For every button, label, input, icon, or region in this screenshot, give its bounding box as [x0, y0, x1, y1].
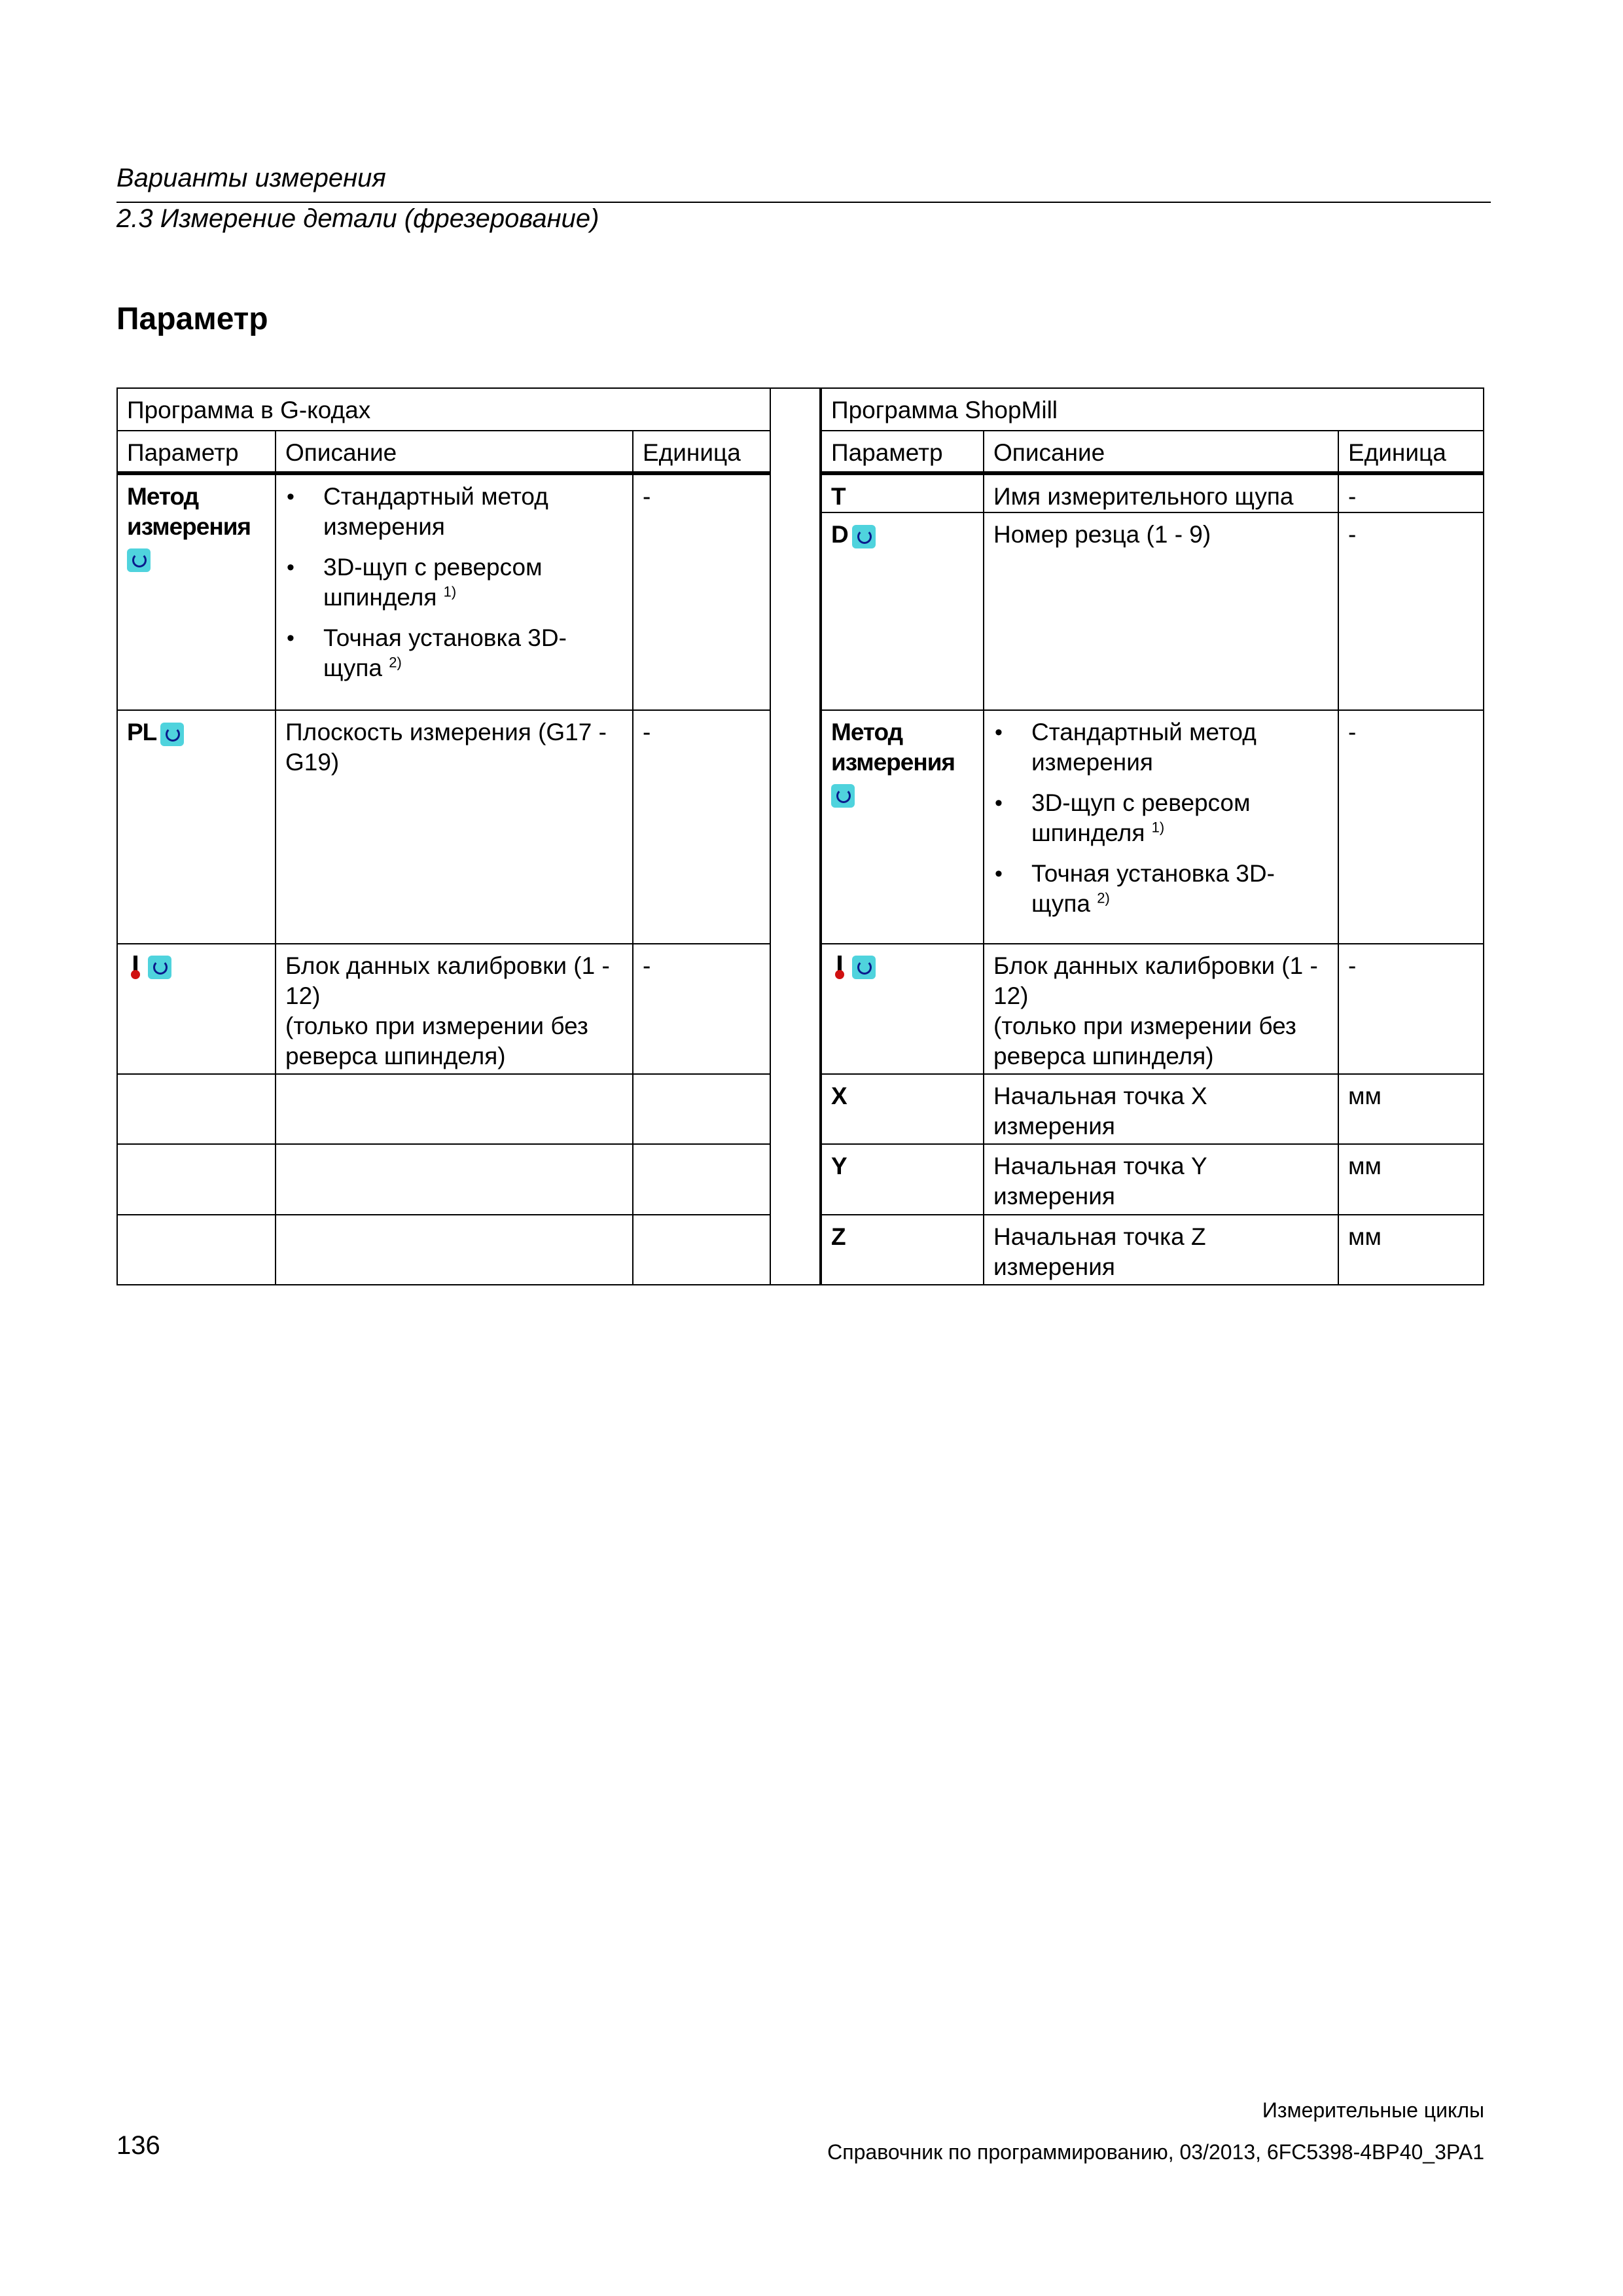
unit-cell: - — [1338, 944, 1484, 1074]
param-cell — [821, 710, 984, 944]
list-item: • Стандартный метод измерения — [1031, 717, 1329, 778]
param-name: Метод измерения — [831, 719, 955, 776]
param-cell: Z — [821, 1215, 984, 1285]
desc-text: Блок данных калибровки (1 - 12) — [993, 952, 1318, 1010]
running-header-section: 2.3 Измерение детали (фрезерование) — [116, 204, 599, 233]
unit-cell: - — [633, 944, 770, 1074]
toggle-icon — [831, 784, 855, 808]
footnote-ref: 1) — [1151, 819, 1165, 836]
toggle-icon — [160, 723, 184, 746]
unit-cell: мм — [1338, 1074, 1484, 1144]
param-cell: Y — [821, 1144, 984, 1214]
desc-cell: Имя измерительного щупа — [984, 473, 1338, 513]
param-cell — [117, 710, 276, 944]
empty-row — [117, 1215, 770, 1285]
empty-row — [117, 1074, 770, 1144]
toggle-icon — [127, 548, 151, 572]
desc-cell: Начальная точка Y измерения — [984, 1144, 1338, 1214]
list-item: • 3D-щуп с реверсом шпинделя $^{1)}$ — [323, 552, 623, 613]
param-cell: X — [821, 1074, 984, 1144]
table-row — [821, 944, 1484, 1074]
col-header-desc: Описание — [276, 431, 633, 473]
unit-cell: - — [633, 473, 770, 711]
gcode-table-title: Программа в G-кодах — [117, 388, 770, 431]
running-header-chapter: Варианты измерения — [116, 164, 386, 192]
table-row — [821, 1215, 1484, 1285]
table-row — [821, 512, 1484, 710]
shopmill-table — [821, 387, 1483, 1285]
page-number: 136 — [116, 2131, 160, 2160]
desc-cell — [984, 944, 1338, 1074]
list-item: • Точная установка 3D-щупа $^{2)}$ — [1031, 859, 1329, 919]
table-row — [821, 1074, 1484, 1144]
footnote-ref: 2) — [389, 654, 402, 671]
param-cell — [821, 512, 984, 710]
param-cell: T — [821, 473, 984, 513]
table-row — [821, 1144, 1484, 1214]
footer-reference: Справочник по программированию, 03/2013, 6FC5398-4BP40_3PA1 — [827, 2140, 1484, 2164]
unit-cell: - — [1338, 710, 1484, 944]
table-row — [821, 473, 1484, 513]
table-row — [117, 944, 770, 1074]
empty-row — [117, 1144, 770, 1214]
footnote-ref: 1) — [443, 583, 457, 600]
desc-cell: Плоскость измерения (G17 - G19) — [276, 710, 633, 944]
table-row — [117, 710, 770, 944]
param-cell — [821, 944, 984, 1074]
col-header-param: Параметр — [821, 431, 984, 473]
param-cell — [117, 944, 276, 1074]
col-header-unit: Единица — [1338, 431, 1484, 473]
table-row — [821, 710, 1484, 944]
footer-book-title: Измерительные циклы — [1262, 2098, 1484, 2122]
unit-cell: мм — [1338, 1215, 1484, 1285]
gcode-table — [116, 387, 770, 1285]
desc-cell: Начальная точка X измерения — [984, 1074, 1338, 1144]
desc-note: (только при измерении без реверса шпинделя) — [285, 1013, 588, 1070]
col-header-desc: Описание — [984, 431, 1338, 473]
toggle-icon — [148, 956, 171, 979]
desc-note: (только при измерении без реверса шпинделя) — [993, 1013, 1296, 1070]
col-header-unit: Единица — [633, 431, 770, 473]
desc-cell — [276, 473, 633, 711]
header-rule — [116, 202, 1491, 203]
desc-cell: Начальная точка Z измерения — [984, 1215, 1338, 1285]
unit-cell: - — [1338, 473, 1484, 513]
desc-cell — [984, 710, 1338, 944]
list-item: • 3D-щуп с реверсом шпинделя $^{1)}$ — [1031, 788, 1329, 848]
table-gap-column — [770, 387, 821, 1285]
list-item: • Точная установка 3D-щупа $^{2)}$ — [323, 623, 623, 683]
unit-cell: - — [633, 710, 770, 944]
toggle-icon — [852, 956, 876, 979]
table-row — [117, 473, 770, 711]
list-item: • Стандартный метод измерения — [323, 482, 623, 542]
section-title: Параметр — [116, 302, 268, 336]
toggle-icon — [852, 525, 876, 548]
col-header-param: Параметр — [117, 431, 276, 473]
footnote-ref: 2) — [1097, 890, 1110, 907]
calibration-probe-icon — [831, 954, 848, 980]
param-cell — [117, 473, 276, 711]
param-name: Метод измерения — [127, 482, 251, 540]
unit-cell: мм — [1338, 1144, 1484, 1214]
param-name: D — [831, 521, 848, 548]
desc-text: Блок данных калибровки (1 - 12) — [285, 952, 610, 1010]
param-name: PL — [127, 719, 157, 746]
desc-cell: Номер резца (1 - 9) — [984, 512, 1338, 710]
shopmill-table-title: Программа ShopMill — [821, 388, 1484, 431]
calibration-probe-icon — [127, 954, 144, 980]
unit-cell: - — [1338, 512, 1484, 710]
desc-cell — [276, 944, 633, 1074]
